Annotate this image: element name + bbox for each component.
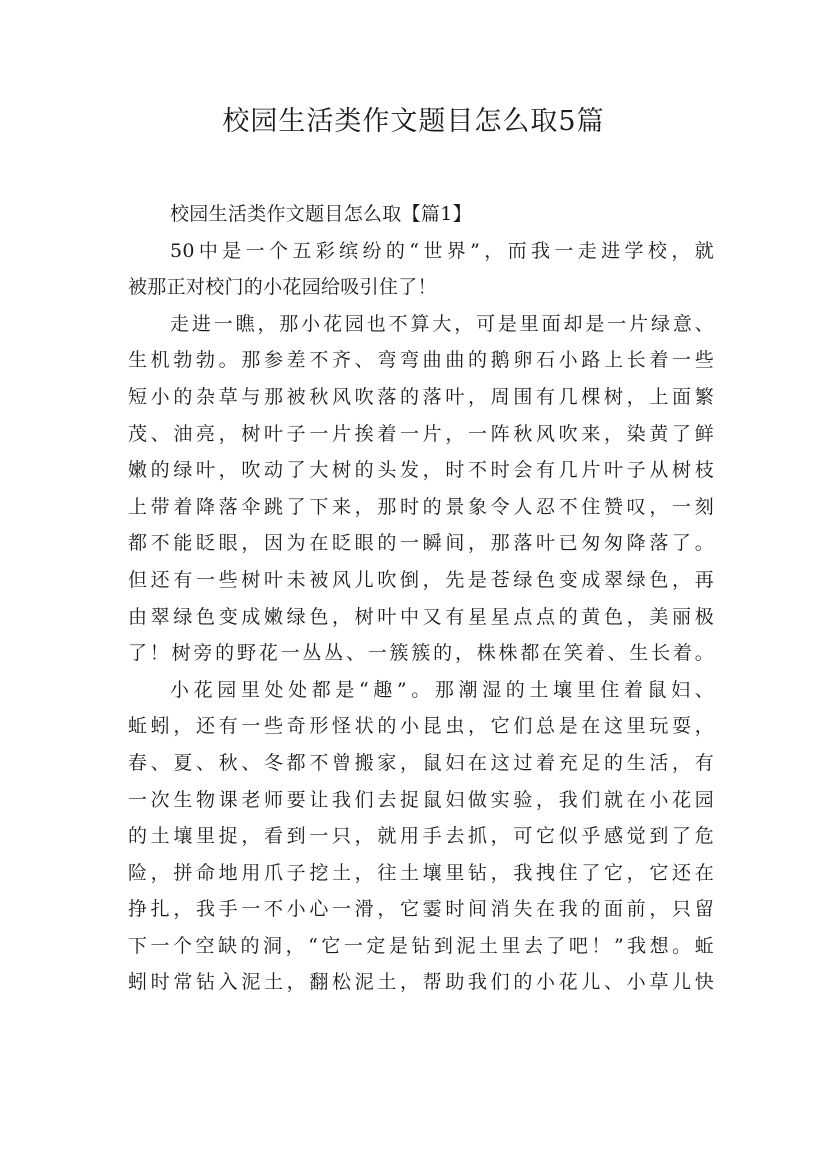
paragraph-line: 由翠绿色变成嫩绿色，树叶中又有星星点点的黄色，美丽极	[128, 605, 714, 628]
paragraph-line: 上带着降落伞跳了下来，那时的景象令人忍不住赞叹，一刻	[128, 495, 714, 518]
paragraph-line: 茂、油亮，树叶子一片挨着一片，一阵秋风吹来，染黄了鲜	[128, 422, 714, 445]
paragraph-line: 小花园里处处都是“趣”。那潮湿的土壤里住着鼠妇、	[170, 678, 714, 701]
paragraph-line: 蚓时常钻入泥土，翻松泥土，帮助我们的小花儿、小草儿快	[128, 971, 714, 994]
paragraph-line: 下一个空缺的洞，“它一定是钻到泥土里去了吧！”我想。蚯	[128, 934, 714, 957]
document-title: 校园生活类作文题目怎么取5篇	[222, 106, 605, 137]
paragraph-line: 50中是一个五彩缤纷的“世界”，而我一走进学校，就	[170, 239, 714, 262]
paragraph-line: 春、夏、秋、冬都不曾搬家，鼠妇在这过着充足的生活，有	[128, 751, 714, 774]
section-heading: 校园生活类作文题目怎么取【篇1】	[170, 203, 472, 225]
paragraph-line: 挣扎，我手一不小心一滑，它霎时间消失在我的面前，只留	[128, 898, 714, 921]
paragraph-line: 了！树旁的野花一丛丛、一簇簇的，株株都在笑着、生长着。	[128, 642, 714, 665]
paragraph-line: 蚯蚓，还有一些奇形怪状的小昆虫，它们总是在这里玩耍，	[128, 715, 714, 738]
paragraph-line: 一次生物课老师要让我们去捉鼠妇做实验，我们就在小花园	[128, 788, 714, 811]
paragraph-line: 嫩的绿叶，吹动了大树的头发，时不时会有几片叶子从树枝	[128, 459, 714, 482]
paragraph-line: 的土壤里捉，看到一只，就用手去抓，可它似乎感觉到了危	[128, 825, 714, 848]
paragraph-line: 都不能眨眼，因为在眨眼的一瞬间，那落叶已匆匆降落了。	[128, 532, 714, 555]
paragraph-line: 但还有一些树叶未被风儿吹倒，先是苍绿色变成翠绿色，再	[128, 568, 714, 591]
paragraph-line: 被那正对校门的小花园给吸引住了！	[128, 276, 437, 299]
document-body	[128, 196, 714, 1001]
paragraph-line: 生机勃勃。那参差不齐、弯弯曲曲的鹅卵石小路上长着一些	[128, 349, 714, 372]
paragraph-line: 险，拼命地用爪子挖土，往土壤里钻，我拽住了它，它还在	[128, 861, 714, 884]
paragraph-line: 走进一瞧，那小花园也不算大，可是里面却是一片绿意、	[170, 312, 714, 335]
paragraph-line: 短小的杂草与那被秋风吹落的落叶，周围有几棵树，上面繁	[128, 385, 714, 408]
